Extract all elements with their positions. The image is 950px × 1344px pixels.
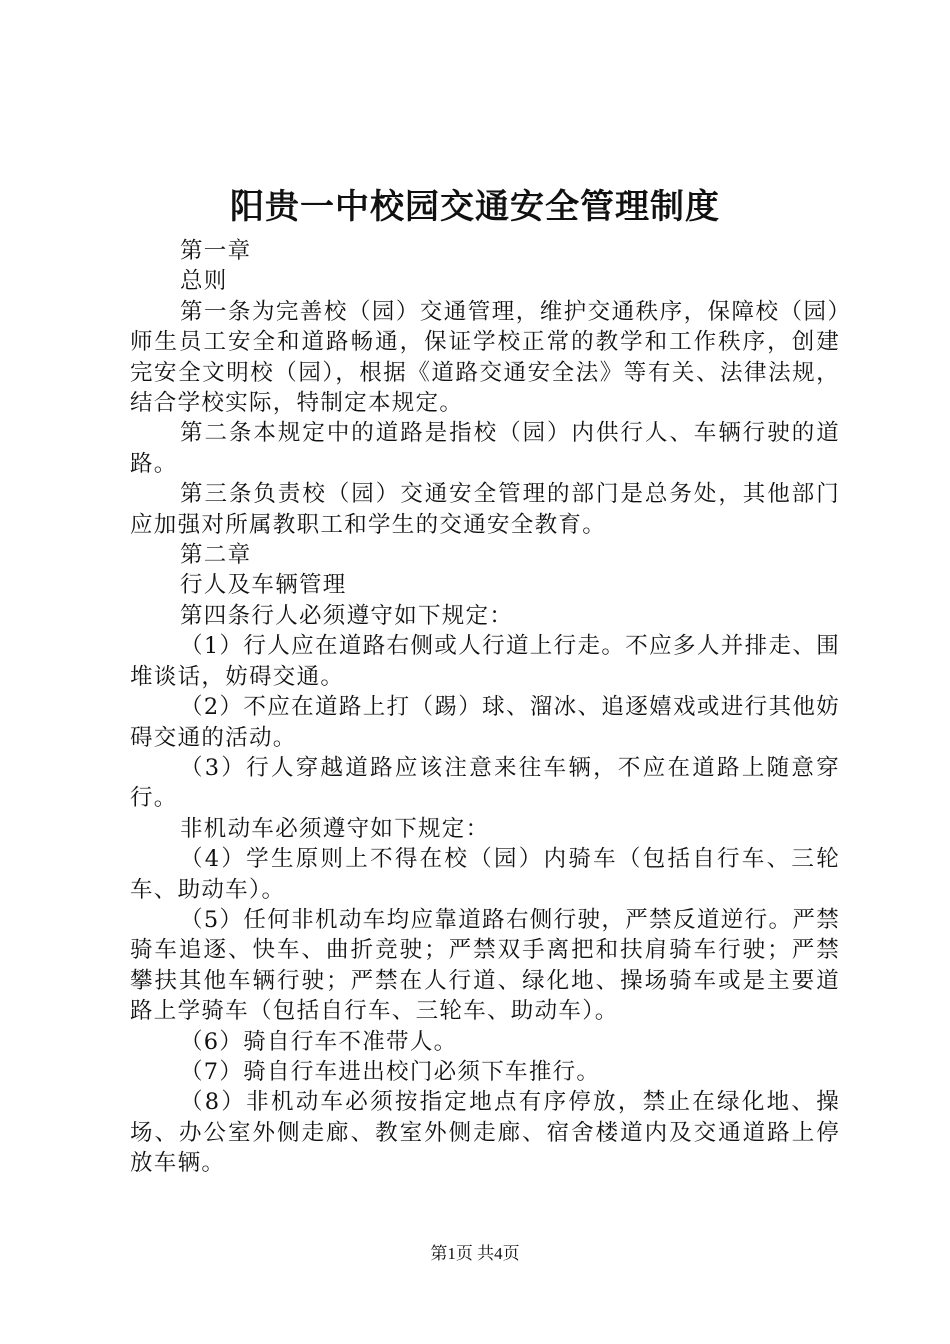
- rule-item: （1）行人应在道路右侧或人行道上行走。不应多人并排走、围堆谈话，妨碍交通。: [130, 633, 840, 690]
- document-title: 阳贵一中校园交通安全管理制度: [230, 187, 720, 227]
- rule-item: （6）骑自行车不准带人。: [180, 1028, 458, 1055]
- chapter-title: 行人及车辆管理: [180, 572, 347, 599]
- rule-item: （4）学生原则上不得在校（园）内骑车（包括自行车、三轮车、助动车）。: [130, 846, 840, 903]
- article-paragraph: 第一条为完善校（园）交通管理，维护交通秩序，保障校（园）师生员工安全和道路畅通，保证学校正常的教学和工作秩序，创建完安全文明校（园），根据《道路交通安全法》等有关、法律法规，结合学校实际，特制定本规定。: [130, 298, 840, 417]
- section-intro: 非机动车必须遵守如下规定：: [180, 815, 490, 842]
- chapter-heading: 第二章: [180, 542, 252, 569]
- article-paragraph: 第二条本规定中的道路是指校（园）内供行人、车辆行驶的道路。: [130, 420, 840, 477]
- rule-item: （5）任何非机动车均应靠道路右侧行驶，严禁反道逆行。严禁骑车追逐、快车、曲折竞驶；严禁双手离把和扶肩骑车行驶；严禁攀扶其他车辆行驶；严禁在人行道、绿化地、操场骑车或是主要道路上学骑车（包括自行车、三轮车、助动车）。: [130, 906, 840, 1025]
- page-footer: 第1页 共4页: [430, 1244, 520, 1263]
- article-paragraph: 第三条负责校（园）交通安全管理的部门是总务处，其他部门应加强对所属教职工和学生的交通安全教育。: [130, 481, 840, 538]
- rule-item: （2）不应在道路上打（踢）球、溜冰、追逐嬉戏或进行其他妨碍交通的活动。: [130, 694, 840, 751]
- rule-item: （8）非机动车必须按指定地点有序停放，禁止在绿化地、操场、办公室外侧走廊、教室外侧走廊、宿舍楼道内及交通道路上停放车辆。: [130, 1089, 840, 1177]
- article-paragraph: 第四条行人必须遵守如下规定：: [180, 602, 514, 629]
- rule-item: （3）行人穿越道路应该注意来往车辆，不应在道路上随意穿行。: [130, 754, 840, 812]
- document-body: [130, 236, 840, 1179]
- chapter-heading: 第一章: [180, 238, 252, 264]
- rule-item: （7）骑自行车进出校门必须下车推行。: [180, 1058, 601, 1085]
- chapter-title: 总则: [180, 268, 228, 295]
